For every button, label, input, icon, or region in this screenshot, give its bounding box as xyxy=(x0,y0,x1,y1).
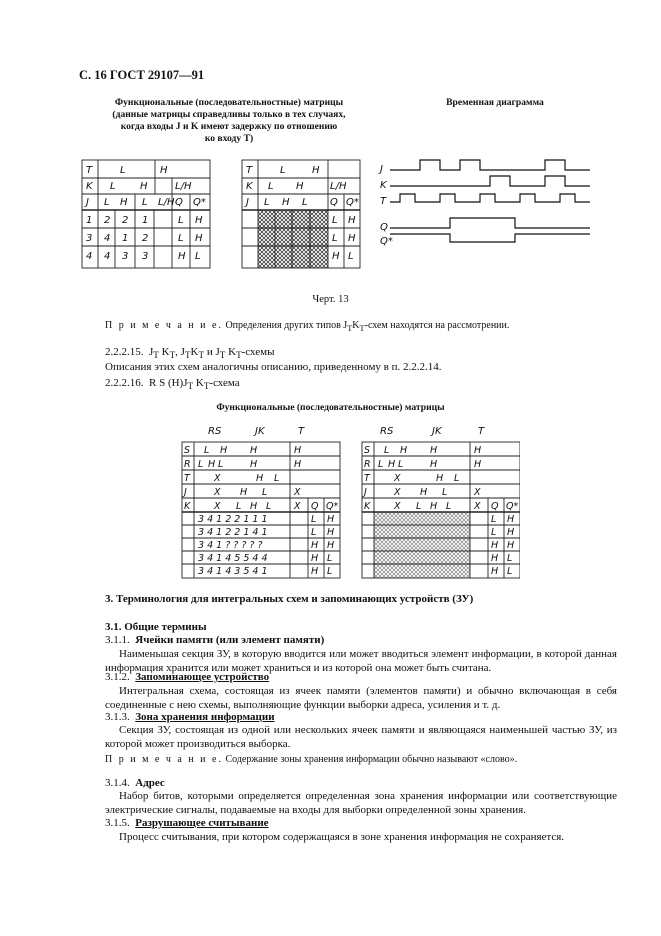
matrix-cell: J xyxy=(86,197,89,208)
term-title: Зона хранения информации xyxy=(135,711,275,723)
matrix-cell: L xyxy=(110,181,116,192)
svg-text:L: L xyxy=(491,527,497,538)
section-3-1-5 xyxy=(105,816,617,830)
svg-text:L: L xyxy=(195,251,201,262)
svg-text:L: L xyxy=(454,473,460,484)
svg-text:L: L xyxy=(491,514,497,525)
svg-text:X: X xyxy=(294,487,301,498)
matrix-cell: T xyxy=(86,165,93,176)
svg-text:4: 4 xyxy=(86,251,93,262)
svg-text:H: H xyxy=(250,459,258,470)
svg-text:L: L xyxy=(274,473,280,484)
svg-text:L: L xyxy=(332,215,338,226)
svg-text:2: 2 xyxy=(122,215,129,226)
svg-text:K: K xyxy=(246,181,253,192)
svg-text:Q: Q xyxy=(311,501,319,512)
section-3-1-title: 3.1. Общие термины xyxy=(105,621,207,633)
svg-text:Q: Q xyxy=(380,222,388,233)
svg-text:H: H xyxy=(348,215,356,226)
svg-text:J: J xyxy=(364,487,367,498)
text-part: K xyxy=(193,377,204,389)
group-label: JK xyxy=(255,426,265,437)
svg-text:H: H xyxy=(491,540,499,551)
text-sub: T xyxy=(187,381,194,392)
svg-text:Q: Q xyxy=(330,197,338,208)
text-part: K xyxy=(158,346,170,358)
section-3-1-1 xyxy=(105,633,617,647)
svg-text:L: L xyxy=(218,459,224,470)
svg-text:L: L xyxy=(384,445,390,456)
svg-text:X: X xyxy=(394,473,401,484)
svg-text:H: H xyxy=(294,459,302,470)
svg-text:H: H xyxy=(220,445,228,456)
svg-text:X: X xyxy=(214,487,221,498)
fig13-left-title-line: ко входу T) xyxy=(204,133,254,144)
svg-text:L: L xyxy=(280,165,286,176)
note-2 xyxy=(105,754,517,765)
svg-text:H: H xyxy=(474,445,482,456)
page-header: С. 16 ГОСТ 29107—91 xyxy=(79,68,205,82)
svg-text:H: H xyxy=(311,566,319,577)
svg-text:L: L xyxy=(178,233,184,244)
svg-text:L: L xyxy=(264,197,270,208)
svg-text:H: H xyxy=(195,233,203,244)
matrix-cell: H xyxy=(120,197,128,208)
section-3-1-2-text: Интегральная схема, состоящая из ячеек памяти (элементов памяти) и обычно включающая в себя соединенные с нею схемы, выполняющие функции выборки адреса, усиления и т. д. xyxy=(105,685,617,711)
matrix-cell: L xyxy=(142,197,148,208)
fig13-caption: Черт. 13 xyxy=(312,294,349,305)
svg-text:H: H xyxy=(294,445,302,456)
svg-text:H: H xyxy=(327,514,335,525)
text-part: J xyxy=(149,346,154,358)
svg-text:4: 4 xyxy=(104,251,111,262)
text-part: и J xyxy=(204,346,220,358)
svg-text:T: T xyxy=(380,196,387,207)
section-number: 3.1.5. xyxy=(105,817,130,829)
term-title: Запоминающее устройство xyxy=(135,671,270,683)
note-text: Содержание зоны хранения информации обычно называют «слово». xyxy=(225,754,518,765)
term-title: Разрушающее считывание xyxy=(135,817,269,829)
svg-text:K: K xyxy=(380,180,387,191)
matrix-cell: L xyxy=(104,197,110,208)
svg-text:2: 2 xyxy=(104,215,111,226)
fig-rs-title: Функциональные (последовательностные) матрицы xyxy=(216,402,445,413)
matrix-cell: K xyxy=(86,181,93,192)
svg-text:X: X xyxy=(214,473,221,484)
svg-text:K: K xyxy=(364,501,371,512)
text-part: K xyxy=(190,346,199,358)
svg-text:3 4 1 2 2 1 4 1: 3 4 1 2 2 1 4 1 xyxy=(198,527,268,538)
term-title: Ячейки памяти (или элемент памяти) xyxy=(135,634,325,646)
section-2-2-2-16 xyxy=(105,377,240,391)
note-tail: -схем находятся на рассмотрении. xyxy=(364,320,510,331)
svg-text:J: J xyxy=(246,197,249,208)
text-part: -схемы xyxy=(241,346,275,358)
text-sub: T xyxy=(169,350,176,361)
svg-text:3 4 1 ? ? ? ? ?: 3 4 1 ? ? ? ? ? xyxy=(198,540,263,551)
svg-text:H: H xyxy=(491,566,499,577)
svg-text:H: H xyxy=(430,445,438,456)
matrix-cell: L xyxy=(120,165,126,176)
matrix-cell: Q xyxy=(175,197,183,208)
svg-text:H: H xyxy=(420,487,428,498)
note-label: П р и м е ч а н и е. xyxy=(105,320,223,331)
svg-text:4: 4 xyxy=(104,233,111,244)
text-part: R S (H)J xyxy=(149,377,188,389)
matrix-cell: L/H xyxy=(175,181,192,192)
svg-text:H: H xyxy=(240,487,248,498)
section-2-2-2-15 xyxy=(105,346,275,360)
svg-text:Q: Q xyxy=(491,501,499,512)
svg-text:L: L xyxy=(327,566,333,577)
group-label: T xyxy=(298,426,305,437)
svg-text:H: H xyxy=(327,527,335,538)
text-sub: T xyxy=(203,381,210,392)
section-3-heading: 3. Терминология для интегральных схем и запоминающих устройств (ЗУ) xyxy=(105,593,474,605)
section-3-1-1-text: Наименьшая секция ЗУ, в которую вводится или может вводиться элемент информации, в которой данная информация хранится или может храниться и из которой она может быть считана. xyxy=(105,648,617,674)
section-2-2-2-15-desc: Описания этих схем аналогичны описанию, приведенному в п. 2.2.2.14. xyxy=(105,361,442,373)
svg-text:L: L xyxy=(332,233,338,244)
svg-text:L: L xyxy=(198,459,204,470)
svg-text:1: 1 xyxy=(142,215,149,226)
svg-text:H: H xyxy=(311,540,319,551)
svg-text:L: L xyxy=(378,459,384,470)
svg-text:1: 1 xyxy=(86,215,93,226)
svg-text:H: H xyxy=(332,251,340,262)
svg-text:X: X xyxy=(294,501,301,512)
svg-text:L: L xyxy=(204,445,210,456)
section-3-1-5-text: Процесс считывания, при котором содержащаяся в зоне хранения информация не сохраняется. xyxy=(119,831,565,843)
svg-text:2: 2 xyxy=(142,233,149,244)
svg-text:H: H xyxy=(430,459,438,470)
fig13-left-title-line: Функциональные (последовательностные) матрицы xyxy=(114,97,344,108)
text-part: K xyxy=(225,346,237,358)
svg-text:L: L xyxy=(302,197,308,208)
note-text: Определения других типов J xyxy=(225,320,348,331)
fig13-left-title xyxy=(92,97,366,145)
section-number: 3.1.3. xyxy=(105,711,130,723)
svg-text:X: X xyxy=(394,501,401,512)
svg-text:X: X xyxy=(214,501,221,512)
section-3-1-2 xyxy=(105,670,617,684)
matrix-cell: Q* xyxy=(193,197,206,208)
svg-text:X: X xyxy=(394,487,401,498)
text-sub: T xyxy=(153,350,159,361)
svg-text:L/H: L/H xyxy=(330,181,347,192)
svg-text:X: X xyxy=(474,487,481,498)
svg-text:3 4 1 4 5 5 4 4: 3 4 1 4 5 5 4 4 xyxy=(198,553,268,564)
svg-text:T: T xyxy=(184,473,190,484)
svg-text:H: H xyxy=(474,459,482,470)
section-3-1-4-text: Набор битов, которыми определяется определенная зона хранения информации или соответствующие электрические сигналы, подаваемые на входы для выборки определенной зоны хранения. xyxy=(105,790,617,816)
text-sub: T xyxy=(198,350,205,361)
svg-text:L: L xyxy=(348,251,354,262)
svg-text:L: L xyxy=(507,566,513,577)
svg-text:H: H xyxy=(436,473,444,484)
svg-text:3: 3 xyxy=(122,251,129,262)
svg-text:L: L xyxy=(416,501,422,512)
svg-text:H: H xyxy=(430,501,438,512)
svg-text:L: L xyxy=(311,514,317,525)
svg-text:H: H xyxy=(507,527,515,538)
svg-text:L: L xyxy=(446,501,452,512)
term-title: Адрес xyxy=(135,777,165,789)
fig13-left-title-line: (данные матрицы справедливы только в тех случаях, xyxy=(112,109,346,120)
svg-text:3: 3 xyxy=(86,233,93,244)
svg-text:L: L xyxy=(327,553,333,564)
section-number: 3.1.4. xyxy=(105,777,130,789)
note-mid: K xyxy=(352,320,360,331)
group-label: RS xyxy=(208,426,222,437)
section-3-1-4 xyxy=(105,776,617,790)
matrix-cell: H xyxy=(160,165,168,176)
svg-text:T: T xyxy=(246,165,253,176)
fig-rs-drawing xyxy=(180,420,520,580)
svg-text:JK: JK xyxy=(432,426,442,437)
fig13-drawing xyxy=(80,158,600,276)
svg-text:L: L xyxy=(507,553,513,564)
svg-text:R: R xyxy=(184,459,191,470)
section-number: 3.1.1. xyxy=(105,634,130,646)
svg-text:L: L xyxy=(262,487,268,498)
svg-text:H: H xyxy=(312,165,320,176)
svg-text:X: X xyxy=(474,501,481,512)
svg-text:H: H xyxy=(348,233,356,244)
svg-text:H: H xyxy=(296,181,304,192)
svg-text:H: H xyxy=(208,459,216,470)
fig13-matrix-middle xyxy=(242,160,360,268)
svg-text:Q*: Q* xyxy=(326,501,339,512)
svg-text:L: L xyxy=(311,527,317,538)
section-3-1-3 xyxy=(105,710,617,724)
section-3-1-3-text: Секция ЗУ, состоящая из одной или нескольких ячеек памяти и являющаяся наименьшей частью ЗУ, из которой может производиться выборка. xyxy=(105,724,617,750)
svg-text:H: H xyxy=(388,459,396,470)
svg-text:K: K xyxy=(184,501,191,512)
note-1 xyxy=(105,320,509,333)
section-number: 3.1.2. xyxy=(105,671,130,683)
svg-text:S: S xyxy=(184,445,191,456)
svg-text:H: H xyxy=(250,445,258,456)
svg-text:H: H xyxy=(507,514,515,525)
text-sub: T xyxy=(236,350,242,361)
section-number: 2.2.2.16. xyxy=(105,377,144,389)
svg-text:Q*: Q* xyxy=(346,197,359,208)
matrix-cell: L/H xyxy=(158,197,175,208)
svg-text:1: 1 xyxy=(122,233,129,244)
note-sub: T xyxy=(347,324,353,333)
text-sub: T xyxy=(184,350,191,361)
svg-text:H: H xyxy=(507,540,515,551)
timing-diagram xyxy=(378,160,590,247)
svg-text:RS: RS xyxy=(380,426,394,437)
svg-text:3: 3 xyxy=(142,251,149,262)
matrix-cell: H xyxy=(140,181,148,192)
svg-text:J: J xyxy=(380,164,383,175)
svg-text:H: H xyxy=(178,251,186,262)
svg-text:T: T xyxy=(364,473,370,484)
text-part: , J xyxy=(175,346,185,358)
svg-text:L: L xyxy=(398,459,404,470)
svg-text:H: H xyxy=(400,445,408,456)
section-number: 2.2.2.15. xyxy=(105,346,144,358)
svg-text:T: T xyxy=(478,426,485,437)
text-sub: T xyxy=(219,350,226,361)
svg-text:H: H xyxy=(195,215,203,226)
note-label: П р и м е ч а н и е. xyxy=(105,754,223,765)
svg-text:H: H xyxy=(250,501,258,512)
fig13-matrix-left-labels xyxy=(84,165,206,262)
svg-text:L: L xyxy=(266,501,272,512)
svg-text:L: L xyxy=(178,215,184,226)
svg-text:L: L xyxy=(236,501,242,512)
svg-text:Q*: Q* xyxy=(506,501,519,512)
svg-text:S: S xyxy=(364,445,371,456)
svg-text:H: H xyxy=(311,553,319,564)
text-part: -схема xyxy=(209,377,240,389)
svg-text:L: L xyxy=(442,487,448,498)
svg-text:3 4 1 2 2 1 1 1: 3 4 1 2 2 1 1 1 xyxy=(198,514,268,525)
svg-text:L: L xyxy=(268,181,274,192)
svg-text:H: H xyxy=(491,553,499,564)
svg-text:R: R xyxy=(364,459,371,470)
note-sub: T xyxy=(359,324,365,333)
svg-text:3 4 1 4 3 5 4 1: 3 4 1 4 3 5 4 1 xyxy=(198,566,268,577)
svg-text:H: H xyxy=(327,540,335,551)
fig13-right-title: Временная диаграмма xyxy=(446,97,544,108)
svg-text:H: H xyxy=(256,473,264,484)
svg-text:J: J xyxy=(184,487,187,498)
svg-text:H: H xyxy=(282,197,290,208)
svg-text:Q*: Q* xyxy=(380,236,393,247)
fig13-left-title-line: когда входы J и K имеют задержку по отношению xyxy=(120,121,338,132)
